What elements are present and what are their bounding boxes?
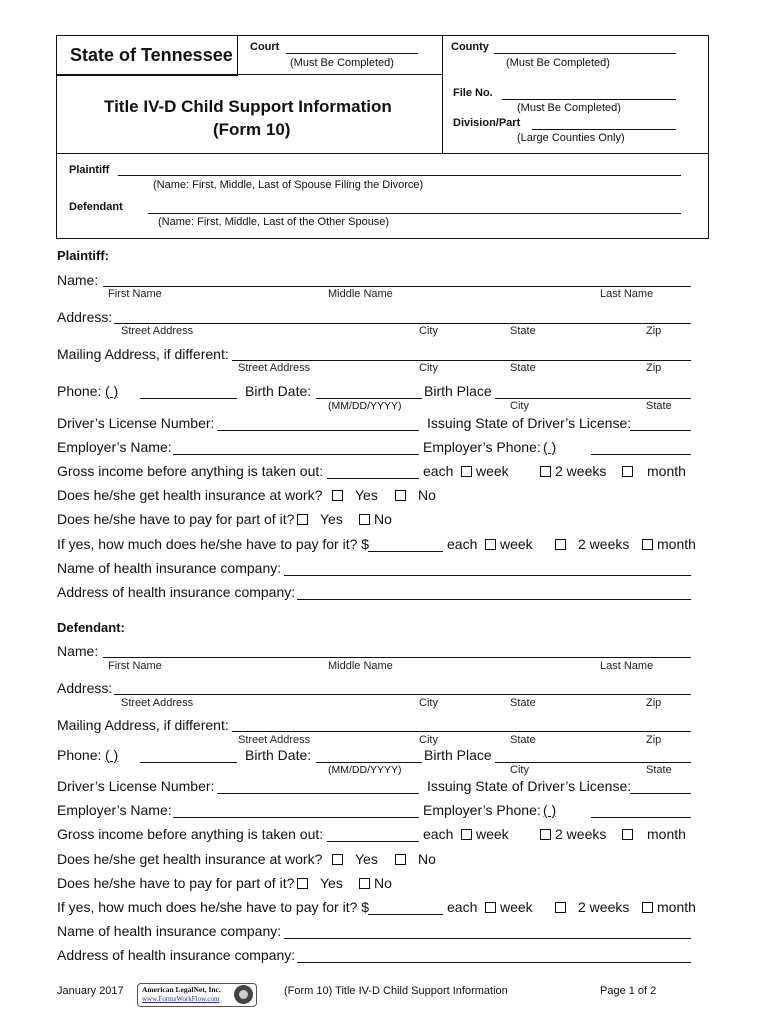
p-howmuch-label: If yes, how much does he/she have to pay for it? $ (57, 536, 370, 552)
p-last-name-hint: Last Name (600, 288, 654, 300)
p-city-hint: City (419, 325, 438, 337)
p-state-hint: State (510, 325, 536, 337)
d-zip-hint: Zip (646, 697, 662, 709)
checkbox-icon[interactable] (622, 466, 633, 477)
logo-url[interactable]: www.FormsWorkFlow.com (142, 995, 220, 1003)
file-no-label: File No. (453, 87, 493, 99)
d-inscompany-field[interactable] (284, 938, 691, 939)
d-address-field[interactable] (114, 694, 691, 695)
checkbox-icon[interactable] (642, 902, 653, 913)
p-phone-field[interactable] (140, 398, 237, 399)
checkbox-icon[interactable] (297, 514, 308, 525)
d-bp-city-hint: City (510, 764, 529, 776)
checkbox-icon[interactable] (540, 829, 551, 840)
division-field[interactable] (532, 129, 676, 130)
p-income-each: each (423, 463, 454, 479)
d-dl-field[interactable] (217, 793, 419, 794)
header-divider-h2 (56, 153, 708, 154)
p-mailing-field[interactable] (232, 360, 691, 361)
p-date-format: (MM/DD/YYYY) (328, 400, 402, 412)
two-weeks-label: 2 weeks (555, 826, 607, 842)
p-insaddress-field[interactable] (297, 599, 691, 600)
p-birthplace-field[interactable] (495, 398, 691, 399)
logo-globe-icon (234, 985, 253, 1004)
d-last-name-hint: Last Name (600, 660, 654, 672)
d-inscompany-label: Name of health insurance company: (57, 923, 282, 939)
file-no-field[interactable] (502, 99, 676, 100)
d-income-each: each (423, 826, 454, 842)
d-name-label: Name: (57, 643, 99, 659)
p-howmuch-month[interactable] (642, 536, 696, 552)
d-dl-state-field[interactable] (630, 793, 691, 794)
checkbox-icon[interactable] (485, 902, 496, 913)
plaintiff-hint: (Name: First, Middle, Last of Spouse Filing the Divorce) (153, 179, 424, 191)
defendant-hint: (Name: First, Middle, Last of the Other Spouse) (158, 216, 390, 228)
d-phone-field[interactable] (140, 762, 237, 763)
p-inscompany-label: Name of health insurance company: (57, 560, 282, 576)
d-middle-name-hint: Middle Name (328, 660, 393, 672)
d-howmuch-week[interactable] (485, 899, 533, 915)
checkbox-icon[interactable] (555, 539, 566, 550)
d-income-week[interactable] (461, 826, 509, 842)
d-employer-phone-field[interactable] (591, 817, 691, 818)
p-howmuch-2weeks[interactable] (555, 536, 629, 552)
d-mail-city-hint: City (419, 734, 438, 746)
county-field[interactable] (494, 53, 676, 54)
d-name-field[interactable] (103, 657, 691, 658)
division-note: (Large Counties Only) (517, 132, 625, 144)
d-dl-state-label: Issuing State of Driver’s License: (427, 778, 632, 794)
checkbox-icon[interactable] (540, 466, 551, 477)
p-health-yes[interactable] (332, 487, 378, 503)
p-first-name-hint: First Name (108, 288, 162, 300)
d-mailing-field[interactable] (232, 731, 691, 732)
p-employer-phone-area[interactable]: ( ) (543, 439, 557, 455)
p-income-2weeks[interactable] (540, 463, 606, 479)
p-employer-phone-field[interactable] (591, 454, 691, 455)
p-zip-hint: Zip (646, 325, 662, 337)
footer-page-number: Page 1 of 2 (600, 985, 657, 997)
d-birthdate-field[interactable] (316, 762, 422, 763)
checkbox-icon[interactable] (297, 878, 308, 889)
d-paypart-label: Does he/she have to pay for part of it? (57, 875, 295, 891)
p-dl-label: Driver’s License Number: (57, 415, 215, 431)
defendant-label: Defendant (69, 201, 123, 213)
checkbox-icon[interactable] (555, 902, 566, 913)
plaintiff-field[interactable] (118, 175, 681, 176)
checkbox-icon[interactable] (395, 854, 406, 865)
checkbox-icon[interactable] (642, 539, 653, 550)
d-health-no[interactable] (395, 851, 436, 867)
court-note: (Must Be Completed) (290, 57, 394, 69)
p-howmuch-week[interactable] (485, 536, 533, 552)
p-health-label: Does he/she get health insurance at work? (57, 487, 323, 503)
p-birthplace-label: Birth Place (424, 383, 492, 399)
header-divider (442, 35, 443, 153)
month-label: month (657, 899, 696, 915)
p-mail-state-hint: State (510, 362, 536, 374)
no-label: No (418, 487, 436, 503)
p-income-label: Gross income before anything is taken out: (57, 463, 324, 479)
file-no-note: (Must Be Completed) (517, 102, 621, 114)
d-employer-phone-area[interactable]: ( ) (543, 802, 557, 818)
checkbox-icon[interactable] (359, 878, 370, 889)
d-phone-label: Phone: (57, 747, 102, 763)
d-birthplace-field[interactable] (495, 762, 691, 763)
checkbox-icon[interactable] (359, 514, 370, 525)
p-paypart-label: Does he/she have to pay for part of it? (57, 511, 295, 527)
d-employer-phone-label: Employer’s Phone: (423, 802, 541, 818)
p-mail-city-hint: City (419, 362, 438, 374)
d-street-hint: Street Address (121, 697, 194, 709)
logo-name: American LegalNet, Inc. (142, 985, 221, 994)
d-paypart-yes[interactable] (297, 875, 343, 891)
d-insaddress-label: Address of health insurance company: (57, 947, 296, 963)
p-income-field[interactable] (327, 478, 419, 479)
plaintiff-section-title: Plaintiff: (57, 248, 109, 263)
defendant-field[interactable] (148, 213, 681, 214)
d-income-field[interactable] (327, 841, 419, 842)
d-income-month[interactable] (622, 826, 686, 842)
checkbox-icon[interactable] (332, 854, 343, 865)
p-street-hint: Street Address (121, 325, 194, 337)
p-bp-state-hint: State (646, 400, 672, 412)
p-address-field[interactable] (114, 323, 691, 324)
week-label: week (500, 899, 533, 915)
p-name-label: Name: (57, 272, 99, 288)
d-date-format: (MM/DD/YYYY) (328, 764, 402, 776)
yes-label: Yes (320, 511, 343, 527)
yes-label: Yes (355, 487, 378, 503)
two-weeks-label: 2 weeks (578, 536, 630, 552)
d-howmuch-each: each (447, 899, 478, 915)
p-dl-state-field[interactable] (630, 430, 691, 431)
d-income-2weeks[interactable] (540, 826, 606, 842)
footer-date: January 2017 (57, 985, 124, 997)
p-dl-field[interactable] (217, 430, 419, 431)
state-title: State of Tennessee (70, 45, 233, 65)
p-phone-label: Phone: (57, 383, 102, 399)
p-birthdate-field[interactable] (316, 398, 422, 399)
plaintiff-label: Plaintiff (69, 164, 110, 176)
division-label: Division/Part (453, 117, 521, 129)
checkbox-icon[interactable] (622, 829, 633, 840)
p-paypart-yes[interactable] (297, 511, 343, 527)
month-label: month (657, 536, 696, 552)
p-howmuch-field[interactable] (368, 551, 443, 552)
p-middle-name-hint: Middle Name (328, 288, 393, 300)
d-mail-state-hint: State (510, 734, 536, 746)
d-first-name-hint: First Name (108, 660, 162, 672)
d-howmuch-label: If yes, how much does he/she have to pay for it? $ (57, 899, 370, 915)
d-employer-field[interactable] (173, 817, 419, 818)
week-label: week (476, 463, 509, 479)
d-insaddress-field[interactable] (297, 962, 691, 963)
p-mail-street-hint: Street Address (238, 362, 311, 374)
p-mail-zip-hint: Zip (646, 362, 662, 374)
yes-label: Yes (320, 875, 343, 891)
d-employer-label: Employer’s Name: (57, 802, 172, 818)
d-mail-zip-hint: Zip (646, 734, 662, 746)
p-name-field[interactable] (103, 286, 691, 287)
checkbox-icon[interactable] (461, 466, 472, 477)
d-state-hint: State (510, 697, 536, 709)
p-health-no[interactable] (395, 487, 436, 503)
no-label: No (374, 875, 392, 891)
p-insaddress-label: Address of health insurance company: (57, 584, 296, 600)
d-howmuch-month[interactable] (642, 899, 696, 915)
defendant-section-title: Defendant: (57, 620, 125, 635)
legalnet-logo[interactable] (137, 983, 257, 1007)
d-income-label: Gross income before anything is taken out: (57, 826, 324, 842)
checkbox-icon[interactable] (332, 490, 343, 501)
p-address-label: Address: (57, 309, 113, 325)
two-weeks-label: 2 weeks (555, 463, 607, 479)
checkbox-icon[interactable] (461, 829, 472, 840)
p-employer-field[interactable] (173, 454, 419, 455)
p-employer-phone-label: Employer’s Phone: (423, 439, 541, 455)
court-label: Court (250, 41, 280, 53)
checkbox-icon[interactable] (485, 539, 496, 550)
d-paypart-no[interactable] (359, 875, 392, 891)
header-divider-h (56, 74, 442, 75)
month-label: month (647, 826, 686, 842)
d-address-label: Address: (57, 680, 113, 696)
county-label: County (451, 41, 489, 53)
p-employer-label: Employer’s Name: (57, 439, 172, 455)
d-city-hint: City (419, 697, 438, 709)
p-mailing-label: Mailing Address, if different: (57, 346, 229, 362)
p-income-week[interactable] (461, 463, 509, 479)
checkbox-icon[interactable] (395, 490, 406, 501)
d-howmuch-field[interactable] (368, 914, 443, 915)
p-phone-area[interactable]: ( ) (105, 383, 119, 399)
p-dl-state-label: Issuing State of Driver’s License: (427, 415, 632, 431)
p-birthdate-label: Birth Date: (245, 383, 312, 399)
d-birthplace-label: Birth Place (424, 747, 492, 763)
yes-label: Yes (355, 851, 378, 867)
d-bp-state-hint: State (646, 764, 672, 776)
d-howmuch-2weeks[interactable] (555, 899, 629, 915)
no-label: No (374, 511, 392, 527)
form-title-line2: (Form 10) (213, 120, 291, 139)
p-bp-city-hint: City (510, 400, 529, 412)
county-note: (Must Be Completed) (506, 57, 610, 69)
week-label: week (500, 536, 533, 552)
d-health-yes[interactable] (332, 851, 378, 867)
no-label: No (418, 851, 436, 867)
form-title-line1: Title IV-D Child Support Information (104, 97, 392, 116)
two-weeks-label: 2 weeks (578, 899, 630, 915)
d-birthdate-label: Birth Date: (245, 747, 312, 763)
p-howmuch-each: each (447, 536, 478, 552)
week-label: week (476, 826, 509, 842)
p-inscompany-field[interactable] (284, 575, 691, 576)
d-phone-area[interactable]: ( ) (105, 747, 119, 763)
month-label: month (647, 463, 686, 479)
court-field[interactable] (286, 53, 418, 54)
footer-form-title: (Form 10) Title IV-D Child Support Information (284, 985, 508, 997)
d-health-label: Does he/she get health insurance at work? (57, 851, 323, 867)
d-mailing-label: Mailing Address, if different: (57, 717, 229, 733)
p-paypart-no[interactable] (359, 511, 392, 527)
p-income-month[interactable] (622, 463, 686, 479)
d-dl-label: Driver’s License Number: (57, 778, 215, 794)
d-mail-street-hint: Street Address (238, 734, 311, 746)
